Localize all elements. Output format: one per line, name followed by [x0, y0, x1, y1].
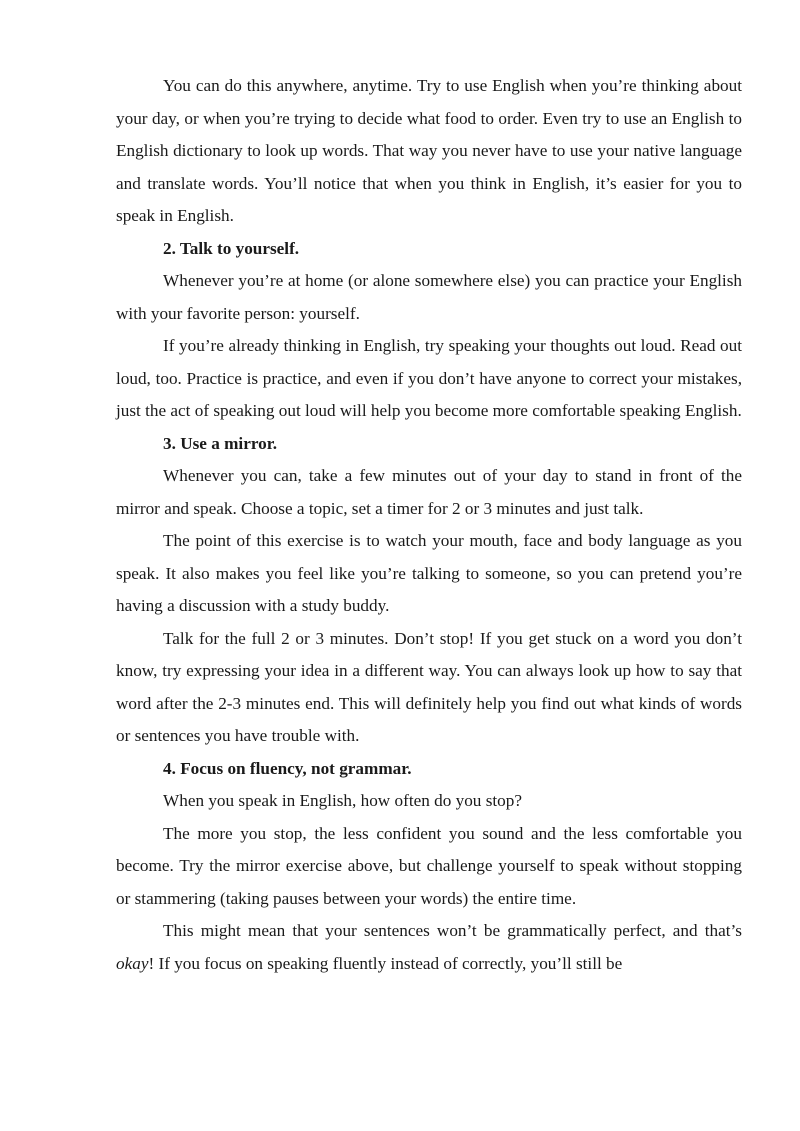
emphasis-okay: okay — [116, 953, 149, 973]
paragraph-speak-out-loud: If you’re already thinking in English, try speaking your thoughts out loud. Read out loud, too. Practice is practice, and even if you don’t have anyone to correct your mistakes, just the act of speaking out loud will help you become more comfortable speaking English. — [116, 336, 742, 420]
text-after-emphasis: ! If you focus on speaking fluently instead of correctly, you’ll still be — [148, 953, 623, 973]
paragraph-talk-full-time: Talk for the full 2 or 3 minutes. Don’t stop! If you get stuck on a word you don’t know, try expressing your idea in a different way. You can always look up how to say that word after the 2-3 minutes end. This will definitely help you find out what kinds of words or sentences you have trouble with. — [116, 628, 742, 745]
paragraph-grammatically-perfect — [116, 915, 742, 980]
paragraph-how-often-stop: When you speak in English, how often do you stop? — [163, 791, 522, 810]
heading-focus-on-fluency: 4. Focus on fluency, not grammar. — [163, 758, 412, 778]
paragraph-mirror-timer: Whenever you can, take a few minutes out of your day to stand in front of the mirror and speak. Choose a topic, set a timer for 2 or 3 minutes and just talk. — [116, 466, 742, 518]
text-before-emphasis: This might mean that your sentences won’t be grammatically perfect, and that’s — [163, 921, 742, 940]
document-page — [116, 70, 742, 980]
paragraph-mirror-point: The point of this exercise is to watch your mouth, face and body language as you speak. It also makes you feel like you’re talking to someone, so you can pretend you’re having a discussion with a study buddy. — [116, 531, 742, 615]
paragraph-practice-at-home: Whenever you’re at home (or alone somewhere else) you can practice your English with your favorite person: yourself. — [116, 271, 742, 323]
heading-use-a-mirror: 3. Use a mirror. — [163, 433, 278, 453]
paragraph-less-confident: The more you stop, the less confident you sound and the less comfortable you become. Try the mirror exercise above, but challenge yourself to speak without stopping or stammering (taking pauses between your words) the entire time. — [116, 823, 742, 908]
paragraph-think-in-english: You can do this anywhere, anytime. Try to use English when you’re thinking about your day, or when you’re trying to decide what food to order. Even try to use an English to English dictionary to look up words. That way you never have to use your native language and translate words. You’ll notice that when you think in English, it’s easier for you to speak in English. — [116, 76, 742, 225]
heading-talk-to-yourself: 2. Talk to yourself. — [163, 238, 300, 258]
